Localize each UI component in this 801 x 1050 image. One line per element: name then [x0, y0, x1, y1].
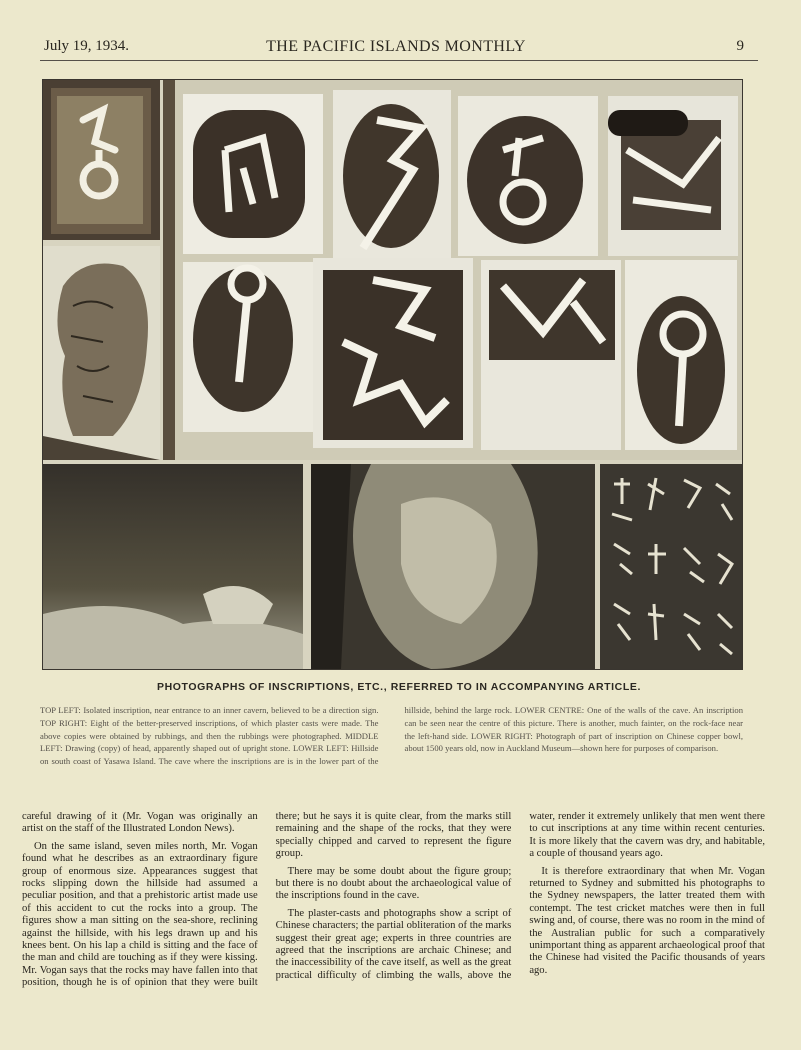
header-rule: [40, 60, 758, 61]
caption-title: PHOTOGRAPHS OF INSCRIPTIONS, ETC., REFERRED TO IN ACCOMPANYING ARTICLE.: [156, 681, 641, 693]
hillside-photo: [43, 464, 303, 669]
photo-plate: [42, 79, 743, 670]
copper-bowl-inscription-photo: [600, 464, 742, 669]
page-number: 9: [736, 38, 744, 54]
article-paragraph: The plaster-casts and photographs show a script of Chinese characters; the partial obliteration of the marks suggest their great age; experts in three countries are agreed that the inscriptions are archaic Chinese; and the inaccessibility of the cave itself, as well as the great practical difficulty of climbing the walls, above the water, render it extremely unlikely that men went there to cut inscriptions at any time within recent centuries. It is more likely that the cavern was dry, and habitable, a couple of thousand years ago.: [275, 811, 765, 981]
article-body: [22, 811, 765, 990]
caption-text: [40, 704, 743, 768]
article-paragraph: There may be some doubt about the figure group; but there is no doubt about the archaeological value of the inscriptions found in the cave.: [275, 865, 512, 902]
article-paragraph: On the same island, seven miles north, Mr. Vogan found what he describes as an extraordinary figure group of enormous size. Appearances suggest that rocks slipping down the hillside had assumed a peculiar position, and that a prehistoric artist made use of this accident to cut the rocks into a group. The figures show a man sitting on the sea-shore, reclining against the hillside, with his legs drawn up and his knees bent. On his lap a child is sitting and the face of the man and child are touching as if they were kissing. Mr. Vogan says that the rocks may have fallen into that position, though he is of opinion that they were built there; but he says it is quite clear, from the marks still remaining and the shape of the rocks, that they were specially chipped and carved to represent the figure group.: [22, 811, 512, 989]
head-drawing-photo: [43, 246, 160, 460]
page-header: [40, 38, 752, 58]
caption-paragraph: TOP LEFT: Isolated inscription, near entrance to an inner cavern, believed to be a direction sign. TOP RIGHT: Eight of the better-preserved inscriptions, of which plaster casts were made. The above copies were obtained by rubbings, and then the rubbings were photographed. MIDDLE LEFT: Drawing (copy) of head, apparently shaped out of upright stone. LOWER LEFT: Hillside on south coast of Yasawa Island. The cave where the inscriptions are is in the lower part of the hillside, behind the large rock. LOWER CENTRE: One of the walls of the cave. An inscription can be seen near the centre of this picture. There is another, much fainter, on the rock-face near the left-hand side. LOWER RIGHT: Photograph of part of inscription on Chinese copper bowl, about 1500 years old, now in Auckland Museum—shown here for purposes of comparison.: [40, 705, 743, 767]
article-paragraph: It is therefore extraordinary that when Mr. Vogan returned to Sydney and submitted his photographs to the Sydney newspapers, the latter treated them with contempt. The test cricket matches were then in full swing and, of course, there was no room in the mind of the Australian public for such a comparatively unimportant thing as apparent archaeological proof that the Chinese had visited the Pacific thousands of years ago.: [529, 865, 765, 976]
isolated-inscription-photo: [43, 80, 160, 240]
cave-wall-photo: [311, 464, 595, 669]
publication-title: THE PACIFIC ISLANDS MONTHLY: [266, 38, 526, 55]
plaster-cast-photo: [163, 80, 742, 460]
article-paragraph: careful drawing of it (Mr. Vogan was originally an artist on the staff of the Illustrated London News).: [22, 811, 258, 835]
issue-date: July 19, 1934.: [44, 38, 130, 54]
